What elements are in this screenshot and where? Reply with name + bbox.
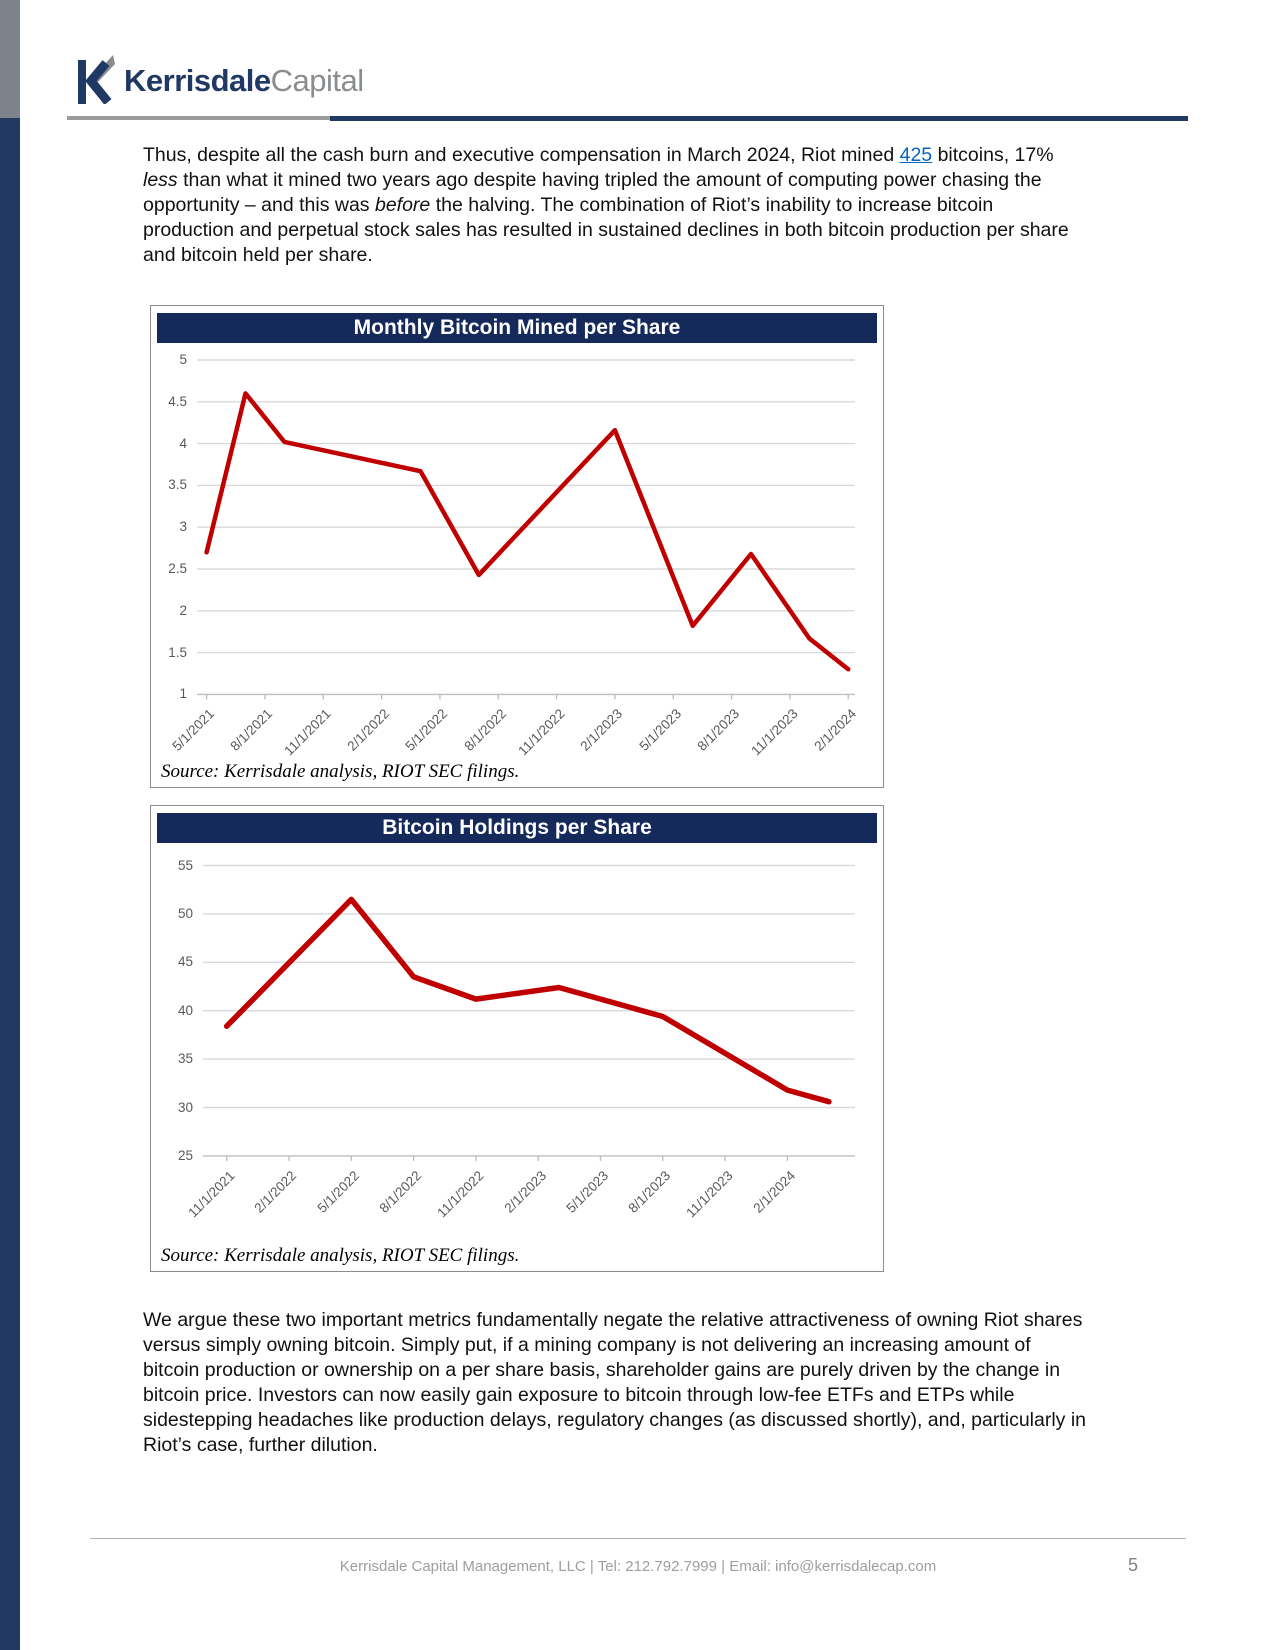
y-axis-label: 35 (177, 1051, 193, 1067)
data-line (207, 393, 849, 669)
y-axis-label: 30 (177, 1099, 193, 1115)
x-axis-label: 5/1/2023 (563, 1167, 612, 1216)
x-axis-label: 11/1/2023 (683, 1167, 736, 1221)
x-axis-label: 2/1/2022 (344, 706, 393, 755)
x-axis-label: 5/1/2023 (636, 706, 684, 755)
x-axis-label: 2/1/2023 (501, 1167, 549, 1216)
y-axis-label: 1.5 (168, 644, 187, 660)
y-axis-label: 1 (179, 686, 187, 702)
link-425-bitcoins[interactable]: 425 (899, 144, 933, 166)
kerrisdale-logo (78, 56, 364, 106)
kerrisdale-k-icon (78, 54, 116, 109)
y-axis-label: 5 (179, 352, 187, 367)
x-axis-label: 11/1/2022 (434, 1167, 487, 1221)
x-axis-label: 8/1/2022 (461, 706, 509, 755)
logo-word-capital: Capital (270, 63, 364, 98)
page-edge-bar-gray (0, 0, 20, 118)
page-edge-bar-navy (0, 118, 20, 1650)
chart-source-note: Source: Kerrisdale analysis, RIOT SEC filings. (161, 761, 520, 782)
chart-bitcoin-holdings (150, 805, 884, 1272)
footer-rule (90, 1538, 1186, 1539)
chart-monthly-bitcoin-mined (150, 305, 884, 788)
y-axis-label: 55 (177, 857, 193, 873)
y-axis-label: 50 (177, 905, 193, 921)
x-axis-label: 2/1/2022 (251, 1167, 300, 1216)
x-axis-label: 8/1/2023 (694, 706, 743, 755)
x-axis-label: 11/1/2021 (281, 706, 334, 759)
y-axis-label: 25 (177, 1147, 193, 1163)
x-axis-label: 8/1/2022 (376, 1167, 425, 1216)
x-axis-label: 5/1/2021 (169, 706, 218, 755)
x-axis-label: 8/1/2023 (625, 1167, 674, 1216)
y-axis-label: 4.5 (168, 393, 187, 409)
header-rule-navy (330, 116, 1188, 121)
header-rule-gray (67, 116, 330, 120)
x-axis-label: 11/1/2021 (184, 1167, 238, 1221)
y-axis-label: 2 (179, 602, 187, 618)
chart-title: Monthly Bitcoin Mined per Share (157, 313, 877, 343)
chart-source-note: Source: Kerrisdale analysis, RIOT SEC filings. (161, 1245, 520, 1266)
y-axis-label: 4 (179, 435, 187, 451)
y-axis-label: 3.5 (168, 477, 187, 493)
x-axis-label: 2/1/2024 (811, 706, 859, 755)
italic-before: before (374, 194, 431, 216)
x-axis-label: 2/1/2024 (750, 1167, 799, 1216)
paragraph-text: Thus, despite all the cash burn and executive compensation in March 2024, Riot mined (143, 144, 900, 166)
page-number: 5 (1127, 1555, 1138, 1575)
paragraph-text: bitcoins, 17% (932, 144, 1054, 166)
italic-less: less (143, 169, 178, 191)
chart-title: Bitcoin Holdings per Share (157, 813, 877, 843)
paragraph-text: than what it mined two years ago despite having tripled the amount of computing power chasing the opportunity – and this was (143, 169, 1042, 216)
y-axis-label: 3 (179, 519, 187, 535)
paragraph-conclusion: We argue these two important metrics fundamentally negate the relative attractiveness of owning Riot shares versus simply owning bitcoin. Simply put, if a mining company is not delivering an increasing amount of bitcoin production or ownership on a per share basis, shareholder gains are purely driven by the change in bitcoin price. Investors can now easily gain exposure to bitcoin through low-fee ETFs and ETPs while sidestepping headaches like production delays, regulatory changes (as discussed shortly), and, particularly in Riot’s case, further dilution. (143, 1309, 1087, 1456)
data-line (227, 899, 829, 1101)
logo-wordmark (124, 63, 364, 99)
paragraph-text: the halving. The combination of Riot’s inability to increase bitcoin production and perpetual stock sales has resulted in sustained declines in both bitcoin production per share and bitcoin held per share. (143, 194, 1069, 266)
x-axis-label: 5/1/2022 (314, 1167, 362, 1216)
x-axis-label: 11/1/2022 (514, 706, 568, 759)
footer-contact-line: Kerrisdale Capital Management, LLC | Tel: 212.792.7999 | Email: info@kerrisdalecap.com (339, 1558, 937, 1575)
paragraph-intro (143, 143, 1088, 268)
x-axis-label: 2/1/2023 (577, 706, 626, 755)
y-axis-label: 40 (177, 1002, 193, 1018)
x-axis-label: 5/1/2022 (402, 706, 451, 755)
y-axis-label: 2.5 (168, 561, 187, 576)
x-axis-label: 8/1/2021 (227, 706, 276, 755)
y-axis-label: 45 (177, 954, 193, 970)
logo-word-kerrisdale: Kerrisdale (124, 63, 271, 98)
x-axis-label: 11/1/2023 (748, 706, 801, 759)
